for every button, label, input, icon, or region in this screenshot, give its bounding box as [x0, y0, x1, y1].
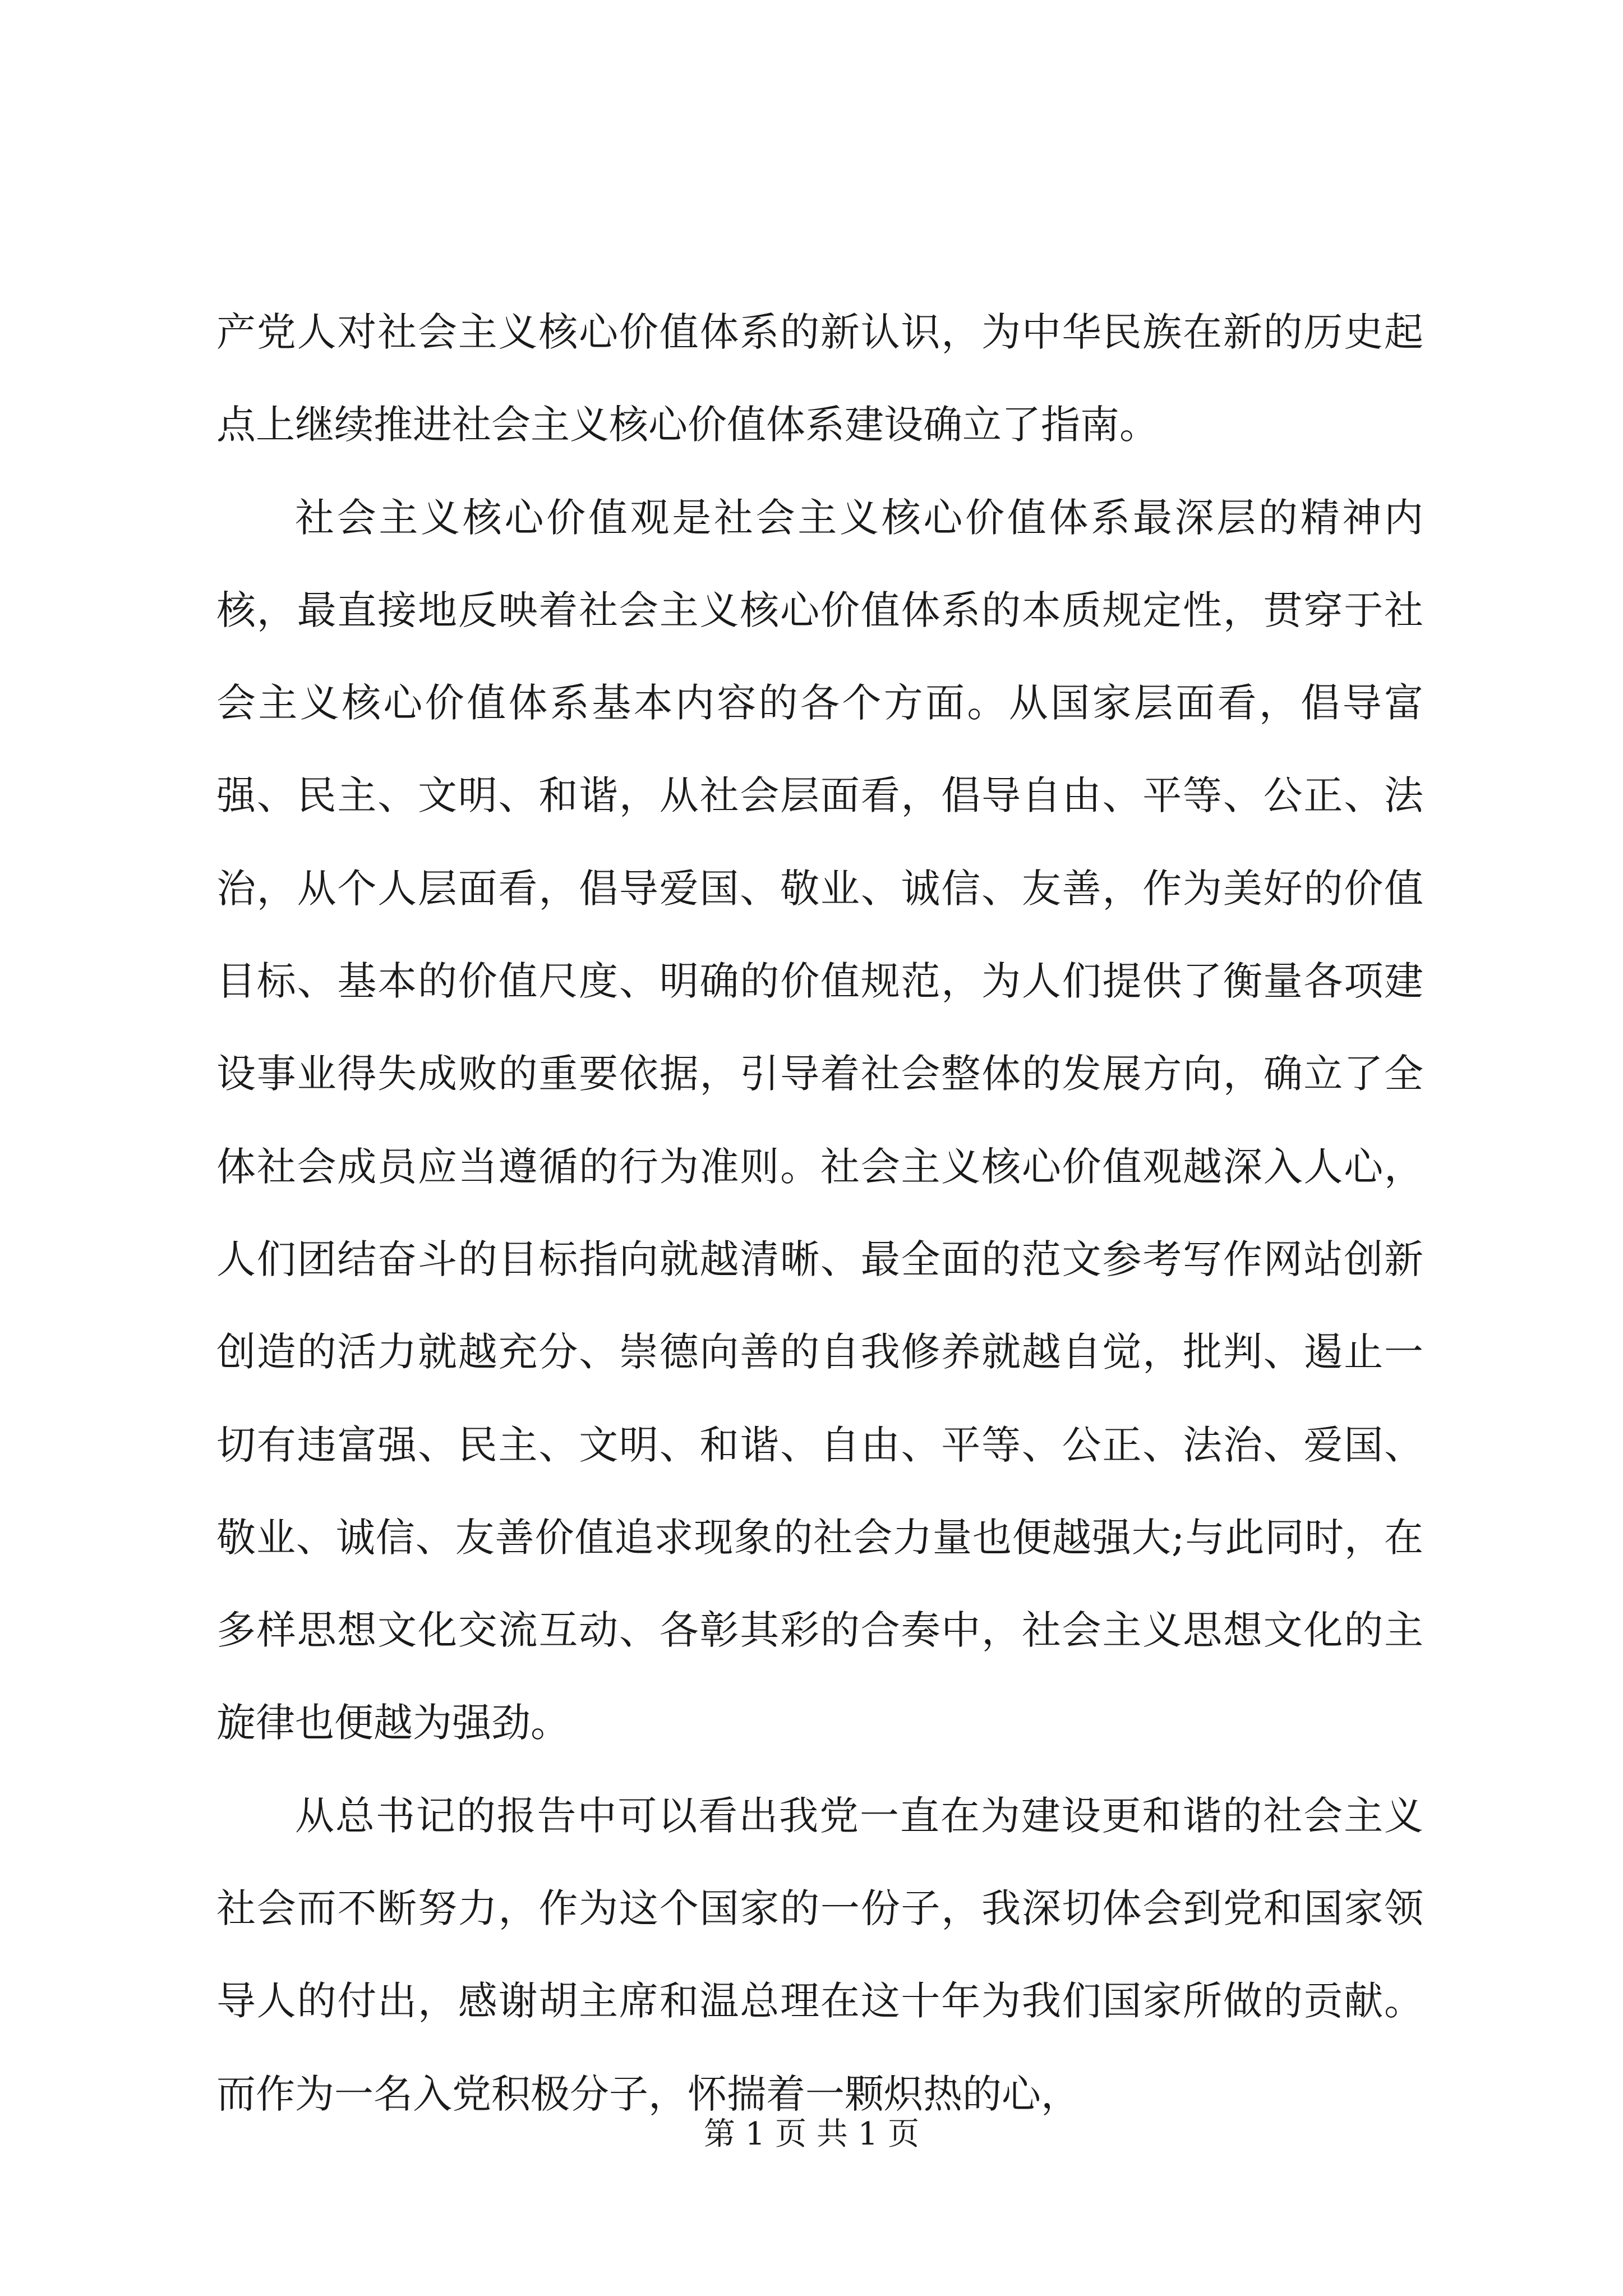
page-footer: 第 1 页 共 1 页	[703, 2116, 920, 2152]
paragraph-1: 产党人对社会主义核心价值体系的新认识，为中华民族在新的历史起点上继续推进社会主义核心价值体系建设确立了指南。	[216, 309, 1423, 448]
document-body	[216, 286, 1423, 2141]
paragraph-3: 从总书记的报告中可以看出我党一直在为建设更和谐的社会主义社会而不断努力，作为这个国家的一份子，我深切体会到党和国家领导人的付出，感谢胡主席和温总理在这十年为我们国家所做的贡献。而作为一名入党积极分子，怀揣着一颗炽热的心，	[216, 1792, 1423, 2117]
paragraph-2: 社会主义核心价值观是社会主义核心价值体系最深层的精神内核，最直接地反映着社会主义核心价值体系的本质规定性，贯穿于社会主义核心价值体系基本内容的各个方面。从国家层面看，倡导富强、民主、文明、和谐，从社会层面看，倡导自由、平等、公正、法治，从个人层面看，倡导爱国、敬业、诚信、友善，作为美好的价值目标、基本的价值尺度、明确的价值规范，为人们提供了衡量各项建设事业得失成败的重要依据，引导着社会整体的发展方向，确立了全体社会成员应当遵循的行为准则。社会主义核心价值观越深入人心，人们团结奋斗的目标指向就越清晰、最全面的范文参考写作网站创新创造的活力就越充分、崇德向善的自我修养就越自觉，批判、遏止一切有违富强、民主、文明、和谐、自由、平等、公正、法治、爱国、敬业、诚信、友善价值追求现象的社会力量也便越强大;与此同时，在多样思想文化交流互动、各彰其彩的合奏中，社会主义思想文化的主旋律也便越为强劲。	[216, 494, 1423, 1746]
